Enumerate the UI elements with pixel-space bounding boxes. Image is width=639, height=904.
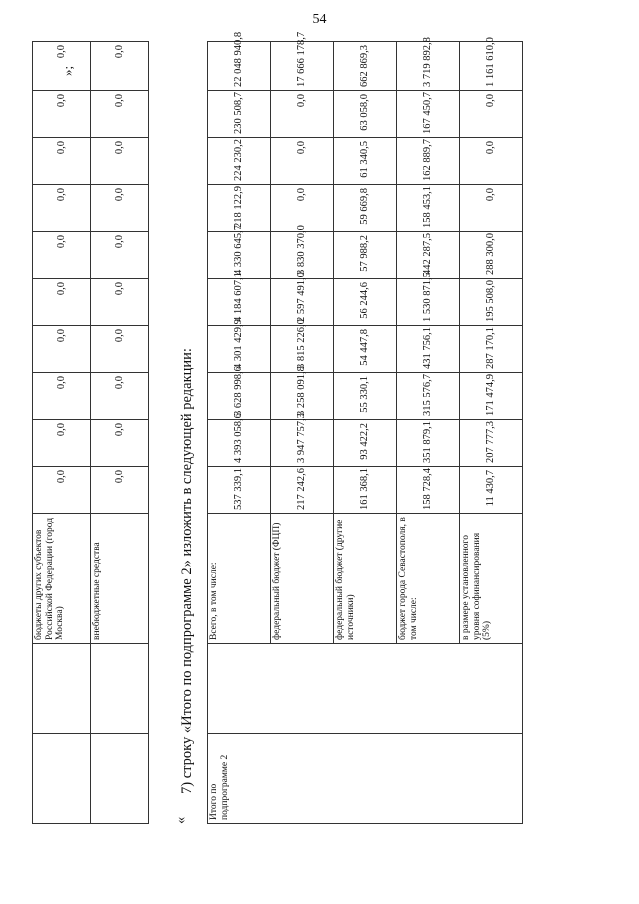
page-number: 54	[312, 12, 327, 27]
value-cell: 57 988,2	[334, 232, 397, 279]
value-cell: 55 330,1	[334, 373, 397, 420]
value-cell: 0,0	[33, 185, 91, 232]
value-cell: 0,0	[33, 91, 91, 138]
value-cell: 217 242,6	[271, 467, 334, 514]
value-cell: 3 628 998,6	[208, 373, 271, 420]
value-cell: 0,0	[33, 42, 91, 91]
value-cell: 0,0	[91, 185, 149, 232]
value-cell: 0,0	[91, 467, 149, 514]
empty-cell	[208, 644, 523, 734]
table-row	[208, 42, 271, 824]
row-label: в размере установленного уровня софинансирования (5%)	[460, 514, 523, 644]
value-cell: 93 422,2	[334, 420, 397, 467]
value-cell: 0,0	[33, 326, 91, 373]
value-cell: 171 474,9	[460, 373, 523, 420]
row-label: федеральный бюджет (ФЦП)	[271, 514, 334, 644]
value-cell: 22 048 940,8	[208, 42, 271, 91]
value-cell: 0,0	[33, 373, 91, 420]
value-cell: 0,0	[91, 91, 149, 138]
value-cell: 0,0	[91, 420, 149, 467]
value-cell: 3 815 226,0	[271, 326, 334, 373]
row-label: внебюджетные средства	[91, 514, 149, 644]
value-cell: 442 287,5	[397, 232, 460, 279]
table-row	[91, 42, 149, 824]
value-cell: 3 719 892,8	[397, 42, 460, 91]
value-cell: 1 530 871,5	[397, 279, 460, 326]
value-cell: 537 339,1	[208, 467, 271, 514]
value-cell: 0,0	[460, 91, 523, 138]
empty-cell	[91, 644, 149, 734]
rotated-content	[32, 31, 587, 824]
value-cell: 230 508,7	[208, 91, 271, 138]
value-cell: 4 393 058,6	[208, 420, 271, 467]
value-cell: 3 947 757,3	[271, 420, 334, 467]
value-cell: 0,0	[33, 279, 91, 326]
instruction-text: 7) строку «Итого по подпрограмме 2» изложить в следующей редакции:	[179, 348, 195, 794]
value-cell: 11 430,7	[460, 467, 523, 514]
value-cell: 158 453,1	[397, 185, 460, 232]
value-cell: 207 777,3	[460, 420, 523, 467]
value-cell: 351 879,1	[397, 420, 460, 467]
bottom-table	[207, 31, 523, 824]
empty-cell	[33, 644, 91, 734]
row-title: Итого по подпрограмме 2	[208, 734, 523, 824]
value-cell: 158 728,4	[397, 467, 460, 514]
value-cell: 61 340,5	[334, 138, 397, 185]
empty-cell	[91, 734, 149, 824]
value-cell: 161 368,1	[334, 467, 397, 514]
opening-quote: «	[173, 816, 189, 824]
value-cell: 17 666 178,7	[271, 42, 334, 91]
value-cell: 3 258 091,8	[271, 373, 334, 420]
value-cell: 0,0	[91, 232, 149, 279]
value-cell: 0,0	[91, 373, 149, 420]
table-row	[33, 42, 91, 824]
value-cell: 0,0	[460, 138, 523, 185]
value-cell: 0,0	[91, 326, 149, 373]
value-cell: 3 830 370,0	[271, 232, 334, 279]
value-cell: 63 058,0	[334, 91, 397, 138]
value-cell: 0,0	[33, 467, 91, 514]
row-label: бюджет города Севастополя, в том числе:	[397, 514, 460, 644]
value-cell: 0,0	[91, 42, 149, 91]
value-cell: 2 597 491,0	[271, 279, 334, 326]
closing-quote: »;	[60, 65, 75, 76]
value-cell: 4 184 607,1	[208, 279, 271, 326]
value-cell: 218 122,9	[208, 185, 271, 232]
value-cell: 431 756,1	[397, 326, 460, 373]
value-cell: 0,0	[271, 185, 334, 232]
value-cell: 4 301 429,9	[208, 326, 271, 373]
value-cell: 0,0	[271, 91, 334, 138]
value-cell: 195 508,0	[460, 279, 523, 326]
row-label: бюджеты других субъектов Российской Федерации (город Москва)	[33, 514, 91, 644]
value-cell: 287 170,1	[460, 326, 523, 373]
value-cell: 0,0	[91, 138, 149, 185]
value-cell: 54 447,8	[334, 326, 397, 373]
value-cell: 315 576,7	[397, 373, 460, 420]
value-cell: 1 161 610,0	[460, 42, 523, 91]
value-cell: 167 450,7	[397, 91, 460, 138]
empty-cell	[33, 734, 91, 824]
value-cell: 59 669,8	[334, 185, 397, 232]
value-cell: 662 869,3	[334, 42, 397, 91]
value-cell: 0,0	[33, 420, 91, 467]
value-cell: 0,0	[33, 232, 91, 279]
row-label: Всего, в том числе:	[208, 514, 271, 644]
instruction-line	[173, 42, 203, 824]
value-cell: 4 330 645,7	[208, 232, 271, 279]
value-cell: 56 244,6	[334, 279, 397, 326]
row-label: федеральный бюджет (другие источники)	[334, 514, 397, 644]
value-cell: 0,0	[91, 279, 149, 326]
value-cell: 0,0	[460, 185, 523, 232]
value-cell: 0,0	[271, 138, 334, 185]
value-cell: 288 300,0	[460, 232, 523, 279]
top-table	[32, 41, 149, 824]
value-cell: 0,0	[33, 138, 91, 185]
value-cell: 224 230,2	[208, 138, 271, 185]
value-cell: 162 889,7	[397, 138, 460, 185]
